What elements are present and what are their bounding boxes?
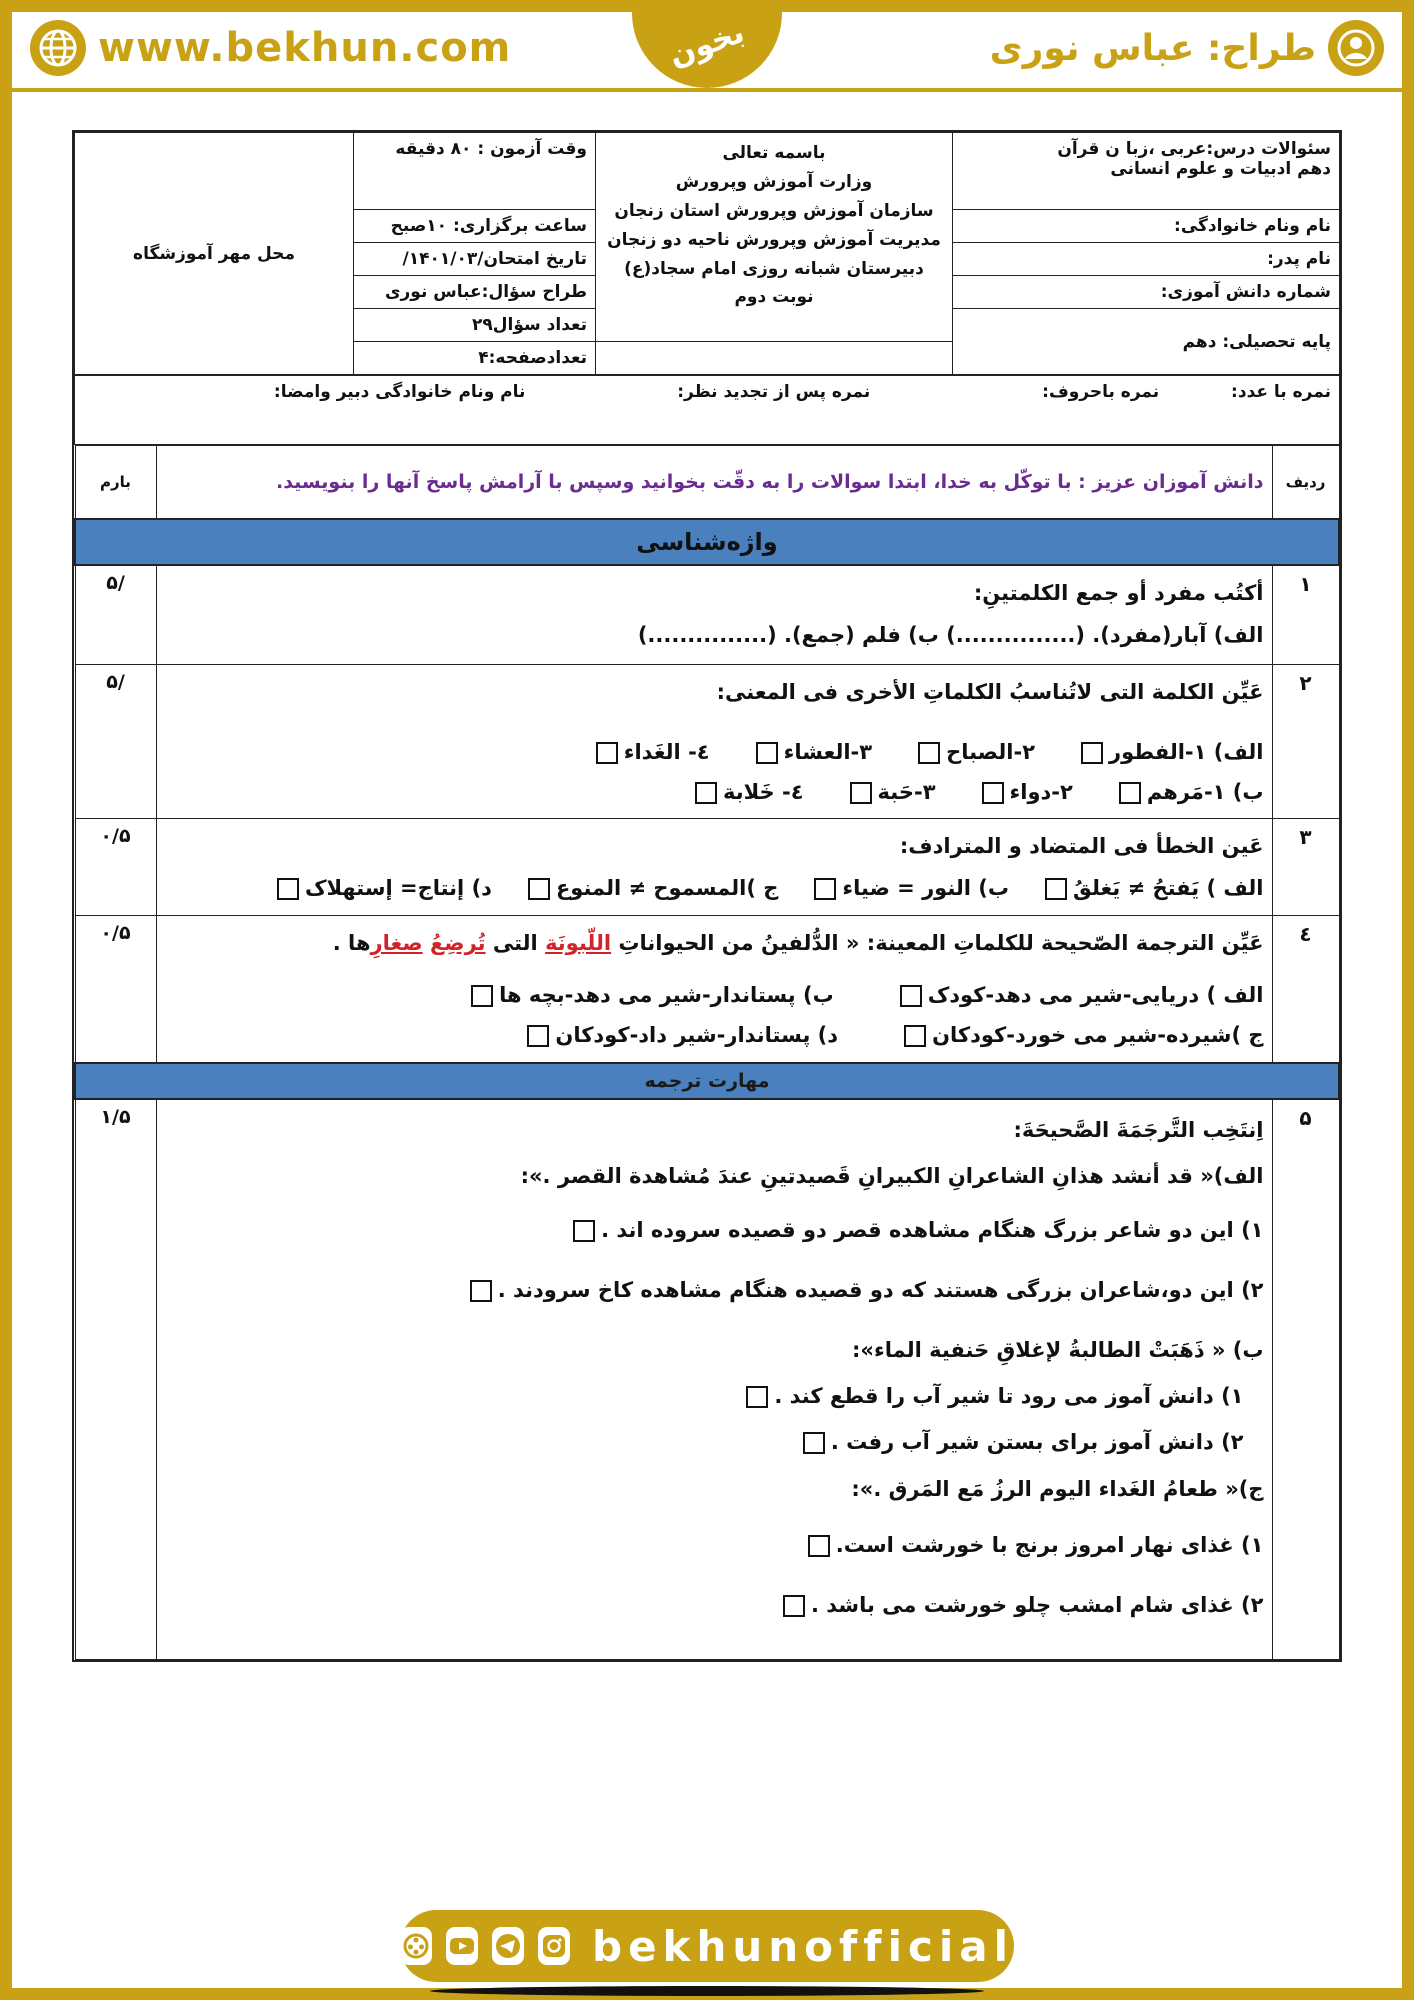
center-line: وزارت آموزش وپرورش <box>675 171 873 192</box>
q2-option: ٤- خَلابة <box>689 773 804 813</box>
q5-a1: ١) این دو شاعر بزرگ هنگام مشاهده قصر دو قصیده سروده اند . <box>165 1208 1264 1252</box>
q5-c-head: ج)« طعامُ الغَداء الیوم الرزُ مَع المَرق .»: <box>851 1476 1264 1501</box>
q2-option: ٢-الصباح <box>912 733 1035 773</box>
youtube-icon[interactable] <box>446 1927 478 1965</box>
author-cell: طراح سؤال:عباس نوری <box>354 276 596 309</box>
q5-c1: ١) غذای نهار امروز برنج با خورشت است. <box>165 1523 1264 1567</box>
checkbox[interactable] <box>470 1280 492 1302</box>
q5-b2: ٢) دانش آموز برای بستن شیر آب رفت . <box>165 1420 1244 1464</box>
film-reel-icon[interactable] <box>400 1927 432 1965</box>
q5-number: ۵ <box>1272 1099 1339 1659</box>
q4-option: ج )شیرده-شیر می خورد-کودکان <box>898 1016 1263 1056</box>
grades-row <box>74 375 1340 445</box>
q3-option: د) إنتاج= إستهلاک <box>271 869 492 909</box>
q3-number: ٣ <box>1272 819 1339 916</box>
checkbox[interactable] <box>808 1535 830 1557</box>
brand-logo-text: بخون <box>664 14 750 74</box>
q2-option: ب) ١-مَرهم <box>1113 773 1264 813</box>
q1-body <box>156 565 1272 664</box>
score-header: بارم <box>75 446 156 520</box>
time-cell: وقت آزمون : ۸۰ دقیقه <box>354 133 596 210</box>
site-link[interactable] <box>30 20 511 76</box>
checkbox[interactable] <box>528 878 550 900</box>
intro-text: دانش آموزان عزیز : با توکّل به خدا، ابتدا سوالات را به دقّت بخوانید وسپس با آرامش پاسخ آنها را بنویسید. <box>156 446 1272 520</box>
checkbox[interactable] <box>1081 742 1103 764</box>
q4-option: الف ) دریایی-شیر می دهد-کودک <box>894 976 1264 1016</box>
checkbox[interactable] <box>695 782 717 804</box>
student-no-field[interactable]: شماره دانش آموزی: <box>953 276 1340 309</box>
checkbox[interactable] <box>982 782 1004 804</box>
q5-body <box>156 1099 1272 1659</box>
q4-options-row2 <box>165 1016 1264 1056</box>
section-vocabulary: واژه‌شناسی <box>75 519 1339 565</box>
q4-red-word: اللّبونَة <box>545 931 612 956</box>
pagecount-cell: تعدادصفحه:۴ <box>354 342 596 375</box>
q5-c2: ٢) غذای شام امشب چلو خورشت می باشد . <box>165 1583 1264 1627</box>
surname-field[interactable]: نام ونام خانوادگی: <box>953 210 1340 243</box>
q4-body <box>156 916 1272 1063</box>
q5-a2: ٢) این دو،شاعران بزرگی هستند که دو قصیده هنگام مشاهده کاخ سرودند . <box>165 1268 1264 1312</box>
site-url[interactable]: www.bekhun.com <box>98 25 512 71</box>
center-cell <box>596 133 953 342</box>
q2-title: عَیِّن الکلمة التی لاتُناسبُ الکلماتِ الأخری فی المعنی: <box>716 679 1264 704</box>
center-empty <box>596 342 953 375</box>
q3-body <box>156 819 1272 916</box>
center-line: مدیریت آموزش وپرورش ناحیه دو زنجان <box>607 229 941 250</box>
date-cell: تاریخ امتحان/۱۴۰۱/۰۳/ <box>354 243 596 276</box>
center-line: باسمه تعالی <box>722 143 826 163</box>
center-line: نوبت دوم <box>734 287 814 308</box>
checkbox[interactable] <box>803 1432 825 1454</box>
center-line: سازمان آموزش وپرورش استان زنجان <box>614 200 934 221</box>
grade-cell: پایه تحصیلی: دهم <box>953 309 1340 375</box>
checkbox[interactable] <box>277 878 299 900</box>
q5-title: اِنتَخِب التَّرجَمَةَ الصَّحیحَةَ: <box>1013 1117 1264 1142</box>
q3-option: ج )المسموح ≠ المنوع <box>522 869 778 909</box>
course-cell <box>953 133 1340 210</box>
checkbox[interactable] <box>1119 782 1141 804</box>
q1-number: ١ <box>1272 565 1339 664</box>
field-title: دهم ادبیات و علوم انسانی <box>1110 159 1331 179</box>
checkbox[interactable] <box>527 1025 549 1047</box>
q3-score: ۰/۵ <box>75 819 156 916</box>
q3-option: ب) النور = ضیاء <box>808 869 1009 909</box>
grades-cell <box>75 376 1340 445</box>
checkbox[interactable] <box>918 742 940 764</box>
checkbox[interactable] <box>756 742 778 764</box>
q2-number: ٢ <box>1272 664 1339 819</box>
q2-option: ٣-العشاء <box>750 733 872 773</box>
q2-body <box>156 664 1272 819</box>
footer-shadow <box>430 1986 984 1996</box>
q4-red-word: صغارِ <box>370 931 423 956</box>
qcount-cell: تعداد سؤال۲۹ <box>354 309 596 342</box>
social-footer <box>400 1910 1014 1982</box>
checkbox[interactable] <box>900 985 922 1007</box>
checkbox[interactable] <box>850 782 872 804</box>
q4-score: ۰/۵ <box>75 916 156 1063</box>
q3-options <box>165 869 1264 909</box>
grade-num-field[interactable]: نمره با عدد: <box>1231 382 1331 402</box>
q5-score: ۱/۵ <box>75 1099 156 1659</box>
exam-header-table <box>74 132 1340 375</box>
designer-credit <box>990 20 1384 76</box>
q2-option: الف) ١-الفطور <box>1075 733 1263 773</box>
q2-options-a <box>165 733 1264 773</box>
telegram-icon[interactable] <box>492 1927 524 1965</box>
q2-option: ٢-دواء <box>976 773 1073 813</box>
q3-title: عَین الخطأ فی المتضاد و المترادف: <box>899 834 1264 859</box>
father-field[interactable]: نام پدر: <box>953 243 1340 276</box>
globe-icon <box>30 20 86 76</box>
instagram-icon[interactable] <box>538 1927 570 1965</box>
checkbox[interactable] <box>573 1220 595 1242</box>
q4-option: د) پستاندار-شیر داد-کودکان <box>521 1016 838 1056</box>
checkbox[interactable] <box>783 1595 805 1617</box>
course-title: سئوالات درس:عربی ،زبا ن قرآن <box>1057 139 1331 159</box>
q1-line: الف) آبار(مفرد). (...............) ب) فلم (جمع). (...............) <box>637 622 1264 647</box>
center-line: دبیرستان شبانه روزی امام سجاد(ع) <box>624 258 924 279</box>
social-handle[interactable]: bekhunofficial <box>592 1921 1015 1971</box>
q4-title: عَیِّن الترجمة الصّحیحة للکلماتِ المعینة: « الدُّلفینُ من الحیواناتِ اللّبونَة التی تُرضِعُ صغارِها . <box>332 931 1264 956</box>
q2-score: /۵ <box>75 664 156 819</box>
q2-options-b <box>165 773 1264 813</box>
checkbox[interactable] <box>904 1025 926 1047</box>
checkbox[interactable] <box>471 985 493 1007</box>
stamp-cell: محل مهر آموزشگاه <box>75 133 354 375</box>
teacher-sign-field[interactable]: نام ونام خانوادگی دبیر وامضا: <box>273 382 526 402</box>
q2-option: ٣-حَبة <box>844 773 936 813</box>
checkbox[interactable] <box>814 878 836 900</box>
q5-a-head: الف)« قد أنشد هذانِ الشاعرانِ الکبیرانِ قَصیدتینِ عندَ مُشاهدة القصر .»: <box>520 1164 1264 1188</box>
section-translation: مهارت ترجمه <box>75 1063 1339 1099</box>
checkbox[interactable] <box>746 1386 768 1408</box>
grade-letters-field[interactable]: نمره باحروف: <box>1042 382 1160 402</box>
q1-score: /۵ <box>75 565 156 664</box>
exam-sheet <box>72 130 1342 1662</box>
q2-option: ٤- الغَداء <box>590 733 710 773</box>
designer-name: طراح: عباس نوری <box>989 27 1316 69</box>
q3-option: الف ) یَفتحُ ≠ یَغلقُ <box>1039 869 1263 909</box>
checkbox[interactable] <box>596 742 618 764</box>
q4-red-word: تُرضِعُ <box>429 931 486 956</box>
checkbox[interactable] <box>1045 878 1067 900</box>
grade-review-field[interactable]: نمره پس از تجدید نظر: <box>677 382 871 402</box>
user-icon <box>1328 20 1384 76</box>
hour-cell: ساعت برگزاری: ۱۰صبح <box>354 210 596 243</box>
q1-title: أکتُب مفرد أو جمع الکلمتینِ: <box>973 581 1264 605</box>
row-header: ردیف <box>1272 446 1339 520</box>
q5-b-head: ب) « ذَهَبَتْ الطالبةُ لإغلاقِ حَنفیة الماء»: <box>852 1338 1264 1363</box>
q4-options-row1 <box>165 976 1264 1016</box>
q4-number: ٤ <box>1272 916 1339 1063</box>
q5-b1: ١) دانش آموز می رود تا شیر آب را قطع کند . <box>165 1374 1244 1418</box>
q4-option: ب) پستاندار-شیر می دهد-بچه ها <box>465 976 834 1016</box>
questions-table <box>74 445 1340 1660</box>
